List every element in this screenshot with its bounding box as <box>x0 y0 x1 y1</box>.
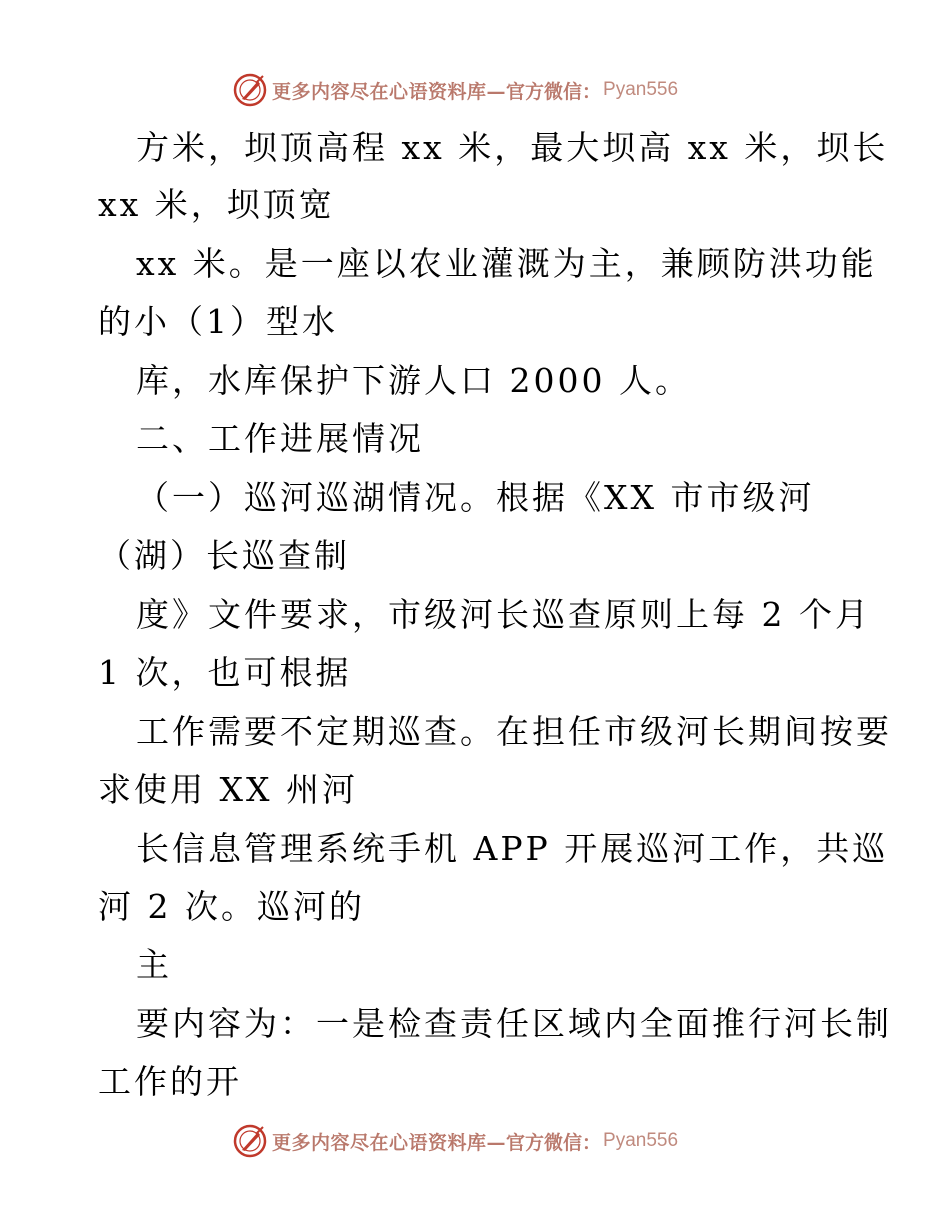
body-line: 要内容为：一是检查责任区域内全面推行河长制 <box>136 1004 892 1043</box>
body-line: 求使用 XX 州河 <box>98 770 358 809</box>
watermark-wechat-id: Pyan556 <box>603 1130 679 1151</box>
body-line: 的小（1）型水 <box>98 302 338 341</box>
subsection-heading: （一）巡河巡湖情况。根据《XX 市市级河 <box>136 478 815 517</box>
watermark-text: 更多内容尽在心语资料库— <box>272 1131 507 1154</box>
body-line: 长信息管理系统手机 APP 开展巡河工作，共巡 <box>136 829 889 868</box>
section-heading: 二、工作进展情况 <box>136 419 424 458</box>
footer-watermark <box>232 1121 732 1161</box>
watermark-text: 更多内容尽在心语资料库— <box>272 80 507 103</box>
header-watermark <box>232 70 732 110</box>
body-line: （湖）长巡查制 <box>98 536 350 575</box>
body-line: 方米，坝顶高程 xx 米，最大坝高 xx 米，坝长 <box>136 128 889 167</box>
body-line: 河 2 次。巡河的 <box>98 887 365 926</box>
watermark-wechat-id: Pyan556 <box>603 79 679 100</box>
body-line: xx 米。是一座以农业灌溉为主，兼顾防洪功能 <box>136 244 877 283</box>
body-line: 1 次，也可根据 <box>98 653 352 692</box>
body-line: 主 <box>136 945 172 984</box>
quill-logo-icon <box>232 1123 268 1159</box>
body-line: 工作的开 <box>98 1062 242 1101</box>
body-line: 工作需要不定期巡查。在担任市级河长期间按要 <box>136 712 892 751</box>
body-line: 库，水库保护下游人口 2000 人。 <box>136 361 691 400</box>
body-line: 度》文件要求，市级河长巡查原则上每 2 个月 <box>136 595 871 634</box>
watermark-wechat-label: 官方微信： <box>506 80 602 103</box>
watermark-wechat-label: 官方微信： <box>506 1131 602 1154</box>
body-line: xx 米，坝顶宽 <box>98 185 335 224</box>
quill-logo-icon <box>232 72 268 108</box>
